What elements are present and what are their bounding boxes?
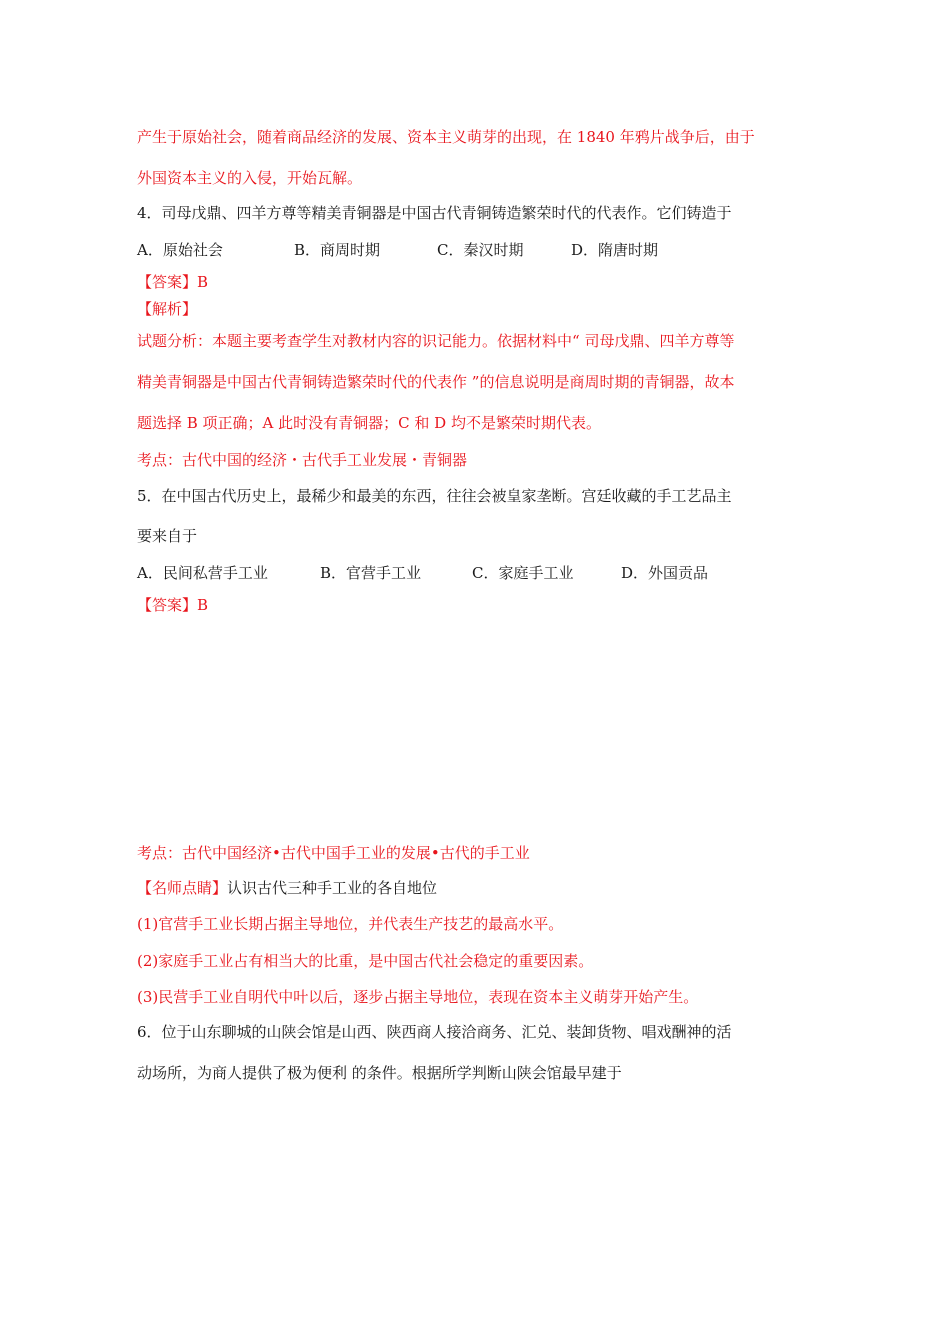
q5-stem-line-1: 5．在中国古代历史上，最稀少和最美的东西，往往会被皇家垄断。宫廷收藏的手工艺品主 [137, 487, 732, 505]
q6-stem-line-2: 动场所，为商人提供了极为便利 的条件。根据所学判断山陕会馆最早建于 [137, 1064, 622, 1082]
q5-option-a: A．民间私营手工业 [137, 564, 268, 582]
q4-analysis-label: 【解析】 [137, 300, 198, 318]
q5-option-c: C．家庭手工业 [472, 564, 574, 582]
q5-option-b: B．官营手工业 [320, 564, 422, 582]
q5-option-d: D．外国贡品 [621, 564, 709, 582]
q5-tips-label: 【名师点睛】 [137, 879, 228, 897]
q6-stem-line-1: 6．位于山东聊城的山陕会馆是山西、陕西商人接洽商务、汇兑、装卸货物、唱戏酬神的活 [137, 1023, 732, 1041]
q4-option-a: A．原始社会 [137, 241, 223, 259]
q4-analysis-line-2: 精美青铜器是中国古代青铜铸造繁荣时代的代表作 ”的信息说明是商周时期的青铜器，故本 [137, 373, 735, 391]
q5-knowledge-point: 考点：古代中国经济•古代中国手工业的发展•古代的手工业 [137, 844, 530, 862]
q4-analysis-line-1: 试题分析：本题主要考查学生对教材内容的识记能力。依据材料中“ 司母戊鼎、四羊方尊等 [137, 332, 735, 350]
q4-analysis-line-3: 题选择 B 项正确；A 此时没有青铜器；C 和 D 均不是繁荣时期代表。 [137, 414, 601, 432]
q5-options [137, 563, 837, 583]
q4-option-b: B．商周时期 [294, 241, 381, 259]
q4-option-c: C．秦汉时期 [437, 241, 524, 259]
q5-tips-heading [137, 878, 437, 898]
q4-option-d: D．隋唐时期 [571, 241, 659, 259]
q4-options [137, 240, 837, 260]
q5-answer: 【答案】B [137, 596, 209, 614]
q5-tip-1: (1)官营手工业长期占据主导地位，并代表生产技艺的最高水平。 [137, 915, 564, 933]
q5-tip-3: (3)民营手工业自明代中叶以后，逐步占据主导地位，表现在资本主义萌芽开始产生。 [137, 988, 699, 1006]
q5-stem-line-2: 要来自于 [137, 527, 198, 545]
q4-stem: 4．司母戊鼎、四羊方尊等精美青铜器是中国古代青铜铸造繁荣时代的代表作。它们铸造于 [137, 204, 732, 222]
q4-answer: 【答案】B [137, 273, 209, 291]
q5-tip-2: (2)家庭手工业占有相当大的比重，是中国古代社会稳定的重要因素。 [137, 952, 594, 970]
q5-tips-title: 认识古代三种手工业的各自地位 [227, 879, 438, 897]
q4-knowledge-point: 考点：古代中国的经济・古代手工业发展・青铜器 [137, 451, 468, 469]
q3-analysis-line-2: 外国资本主义的入侵，开始瓦解。 [137, 169, 363, 187]
q3-analysis-line-1: 产生于原始社会，随着商品经济的发展、资本主义萌芽的出现，在 1840 年鸦片战争后，由于 [137, 128, 755, 146]
